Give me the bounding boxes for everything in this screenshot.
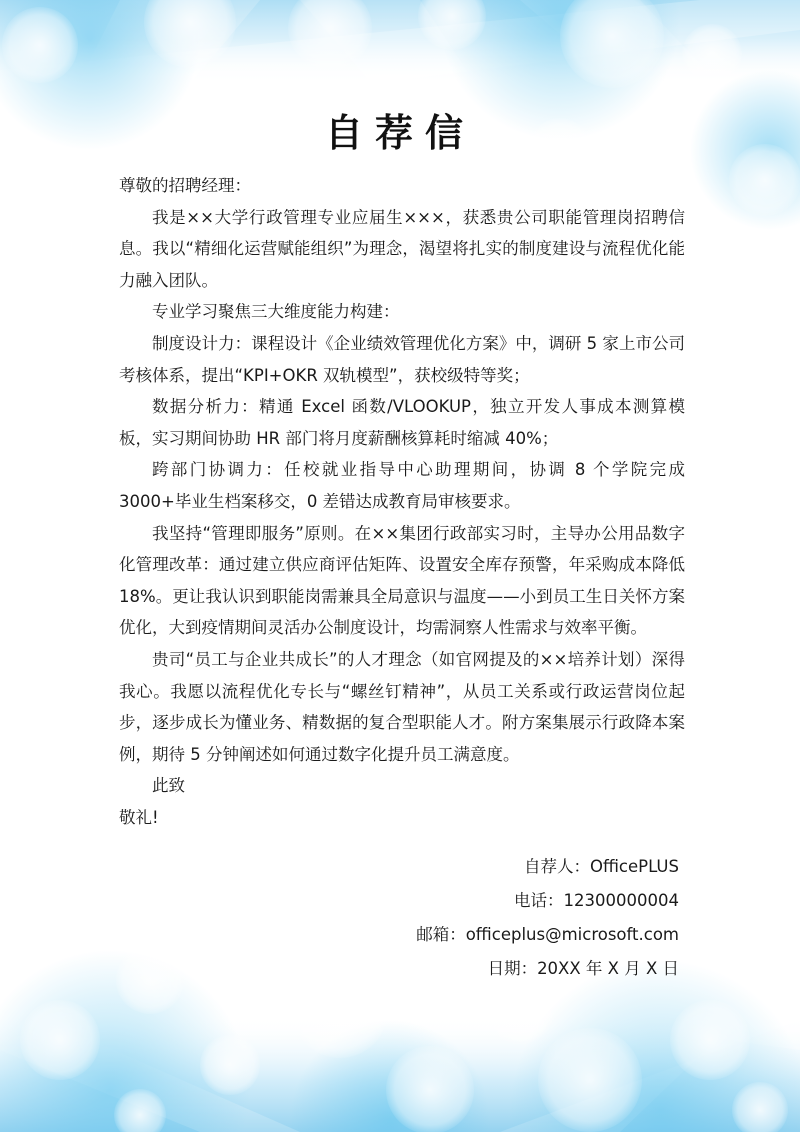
signature-phone: 电话：12300000004 [514, 891, 679, 910]
signature-name: 自荐人：OfficePLUS [523, 857, 679, 876]
paragraph-data-analysis: 数据分析力：精通 Excel 函数/VLOOKUP，独立开发人事成本测算模板，实习期间协助 HR 部门将月度薪酬核算耗时缩减 40%； [119, 397, 685, 448]
signature-date: 日期：20XX 年 X 月 X 日 [487, 959, 679, 978]
paragraph-company-fit: 贵司“员工与企业共成长”的人才理念（如官网提及的××培养计划）深得我心。我愿以流程优化专长与“螺丝钉精神”，从员工关系或行政运营岗位起步，逐步成长为懂业务、精数据的复合型职能人才。附方案集展示行政降本案例，期待 5 分钟阐述如何通过数字化提升员工满意度。 [119, 649, 685, 764]
signature-block [416, 850, 679, 986]
paragraph-coordination: 跨部门协调力：任校就业指导中心助理期间，协调 8 个学院完成 3000+毕业生档案移交，0 差错达成教育局审核要求。 [119, 460, 685, 511]
paragraph-skills-heading: 专业学习聚焦三大维度能力构建： [152, 302, 400, 322]
closing-regards: 此致 [152, 776, 185, 796]
letter-body [119, 170, 685, 833]
paragraph-system-design: 制度设计力：课程设计《企业绩效管理优化方案》中，调研 5 家上市公司考核体系，提出“KPI+OKR 双轨模型”，获校级特等奖； [119, 333, 685, 385]
closing-salute: 敬礼! [119, 807, 159, 827]
paragraph-service-principle: 我坚持“管理即服务”原则。在××集团行政部实习时，主导办公用品数字化管理改革：通过建立供应商评估矩阵、设置安全库存预警，年采购成本降低 18%。更让我认识到职能岗需兼具全局意识与温度——小到员工生日关怀方案优化，大到疫情期间灵活办公制度设计，均需洞察人性需求与效率平衡。 [119, 523, 685, 638]
paragraph-intro: 我是××大学行政管理专业应届生×××，获悉贵公司职能管理岗招聘信息。我以“精细化运营赋能组织”为理念，渴望将扎实的制度建设与流程优化能力融入团队。 [119, 207, 685, 290]
salutation: 尊敬的招聘经理： [119, 176, 251, 195]
signature-email: 邮箱：officeplus@microsoft.com [416, 925, 679, 944]
page-title: 自荐信 [324, 111, 475, 155]
